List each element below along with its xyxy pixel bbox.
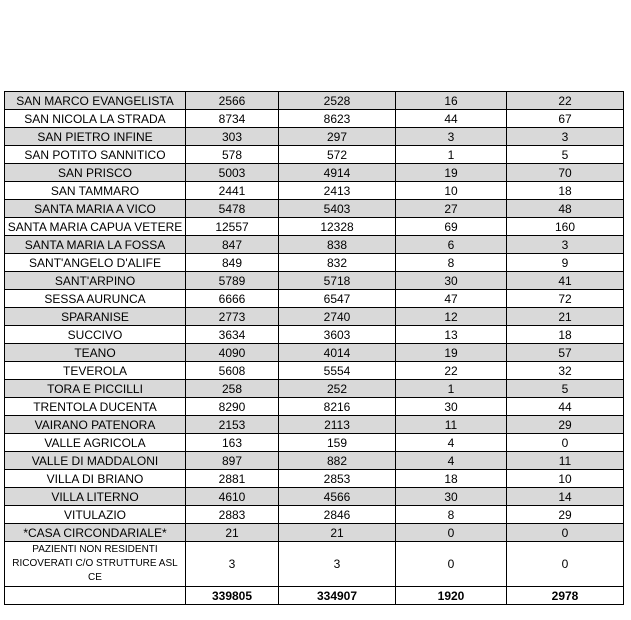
value-cell-4: 32 [507, 362, 624, 380]
value-cell-4: 18 [507, 326, 624, 344]
value-cell-2: 4914 [279, 164, 396, 182]
table-row [5, 182, 624, 200]
municipality-cell: TEVEROLA [5, 362, 186, 380]
table-row [5, 452, 624, 470]
value-cell-1: 4090 [186, 344, 279, 362]
municipality-cell: SANT'ARPINO [5, 272, 186, 290]
value-cell-2: 21 [279, 524, 396, 542]
value-cell-3: 4 [396, 434, 507, 452]
value-cell-1: 5608 [186, 362, 279, 380]
municipality-cell: VILLA DI BRIANO [5, 470, 186, 488]
value-cell-3: 30 [396, 272, 507, 290]
table-row [5, 488, 624, 506]
value-cell-2: 2853 [279, 470, 396, 488]
municipality-cell: SAN PRISCO [5, 164, 186, 182]
value-cell-2: 4014 [279, 344, 396, 362]
table-row [5, 380, 624, 398]
table-row [5, 164, 624, 182]
value-cell-1: 2881 [186, 470, 279, 488]
value-cell-4: 29 [507, 416, 624, 434]
table-row [5, 254, 624, 272]
value-cell-1: 5478 [186, 200, 279, 218]
value-cell-1: 12557 [186, 218, 279, 236]
value-cell-4: 0 [507, 542, 624, 587]
value-cell-4: 3 [507, 128, 624, 146]
municipality-cell: VALLE AGRICOLA [5, 434, 186, 452]
value-cell-1: 4610 [186, 488, 279, 506]
municipality-cell: VAIRANO PATENORA [5, 416, 186, 434]
municipality-cell: SESSA AURUNCA [5, 290, 186, 308]
value-cell-2: 838 [279, 236, 396, 254]
value-cell-3: 19 [396, 164, 507, 182]
table-body [5, 92, 624, 605]
table-row [5, 110, 624, 128]
value-cell-3: 18 [396, 470, 507, 488]
value-cell-2: 5718 [279, 272, 396, 290]
value-cell-3: 1 [396, 380, 507, 398]
value-cell-4: 9 [507, 254, 624, 272]
value-cell-3: 4 [396, 452, 507, 470]
value-cell-3: 16 [396, 92, 507, 110]
municipality-cell: TEANO [5, 344, 186, 362]
value-cell-2: 12328 [279, 218, 396, 236]
value-cell-2: 2413 [279, 182, 396, 200]
municipality-cell: VALLE DI MADDALONI [5, 452, 186, 470]
value-cell-1: 2153 [186, 416, 279, 434]
value-cell-3: 8 [396, 254, 507, 272]
value-cell-2: 252 [279, 380, 396, 398]
municipality-cell: SAN NICOLA LA STRADA [5, 110, 186, 128]
municipality-cell: *CASA CIRCONDARIALE* [5, 524, 186, 542]
value-cell-4: 160 [507, 218, 624, 236]
value-cell-2: 2846 [279, 506, 396, 524]
municipality-cell: TORA E PICCILLI [5, 380, 186, 398]
value-cell-3: 27 [396, 200, 507, 218]
value-cell-3: 69 [396, 218, 507, 236]
value-cell-4: 5 [507, 146, 624, 164]
value-cell-3: 3 [396, 128, 507, 146]
table-row [5, 308, 624, 326]
value-cell-2: 572 [279, 146, 396, 164]
value-cell-1: 258 [186, 380, 279, 398]
value-cell-3: 22 [396, 362, 507, 380]
value-cell-4: 5 [507, 380, 624, 398]
total-value-cell-2: 334907 [279, 587, 396, 605]
table-row [5, 290, 624, 308]
municipality-cell: SUCCIVO [5, 326, 186, 344]
value-cell-1: 21 [186, 524, 279, 542]
value-cell-1: 2566 [186, 92, 279, 110]
totals-row [5, 587, 624, 605]
value-cell-3: 30 [396, 398, 507, 416]
municipality-cell: SPARANISE [5, 308, 186, 326]
table-row [5, 146, 624, 164]
municipality-cell: SANTA MARIA A VICO [5, 200, 186, 218]
value-cell-4: 22 [507, 92, 624, 110]
value-cell-3: 0 [396, 542, 507, 587]
table-row [5, 200, 624, 218]
value-cell-1: 6666 [186, 290, 279, 308]
table-row [5, 344, 624, 362]
municipality-cell: SAN TAMMARO [5, 182, 186, 200]
value-cell-4: 3 [507, 236, 624, 254]
value-cell-2: 3603 [279, 326, 396, 344]
table-row [5, 218, 624, 236]
value-cell-4: 18 [507, 182, 624, 200]
value-cell-1: 3 [186, 542, 279, 587]
value-cell-2: 3 [279, 542, 396, 587]
value-cell-2: 5554 [279, 362, 396, 380]
value-cell-4: 11 [507, 452, 624, 470]
value-cell-2: 8623 [279, 110, 396, 128]
table-row [5, 326, 624, 344]
value-cell-4: 70 [507, 164, 624, 182]
value-cell-2: 882 [279, 452, 396, 470]
data-table [4, 91, 624, 605]
table-row [5, 398, 624, 416]
value-cell-4: 29 [507, 506, 624, 524]
value-cell-1: 2441 [186, 182, 279, 200]
value-cell-3: 30 [396, 488, 507, 506]
table-row [5, 542, 624, 587]
municipality-cell: VILLA LITERNO [5, 488, 186, 506]
value-cell-4: 0 [507, 524, 624, 542]
value-cell-3: 10 [396, 182, 507, 200]
value-cell-3: 13 [396, 326, 507, 344]
table-row [5, 128, 624, 146]
value-cell-1: 5003 [186, 164, 279, 182]
value-cell-2: 6547 [279, 290, 396, 308]
value-cell-1: 847 [186, 236, 279, 254]
value-cell-4: 48 [507, 200, 624, 218]
municipality-cell: SAN POTITO SANNITICO [5, 146, 186, 164]
totals-label-cell [5, 587, 186, 605]
value-cell-1: 8290 [186, 398, 279, 416]
value-cell-3: 12 [396, 308, 507, 326]
table-row [5, 416, 624, 434]
table-row [5, 236, 624, 254]
value-cell-3: 6 [396, 236, 507, 254]
value-cell-1: 849 [186, 254, 279, 272]
value-cell-4: 72 [507, 290, 624, 308]
table-row [5, 92, 624, 110]
value-cell-3: 44 [396, 110, 507, 128]
value-cell-2: 5403 [279, 200, 396, 218]
municipality-cell: SANTA MARIA LA FOSSA [5, 236, 186, 254]
table-row [5, 272, 624, 290]
municipality-cell: SAN MARCO EVANGELISTA [5, 92, 186, 110]
value-cell-1: 3634 [186, 326, 279, 344]
value-cell-1: 303 [186, 128, 279, 146]
value-cell-1: 2773 [186, 308, 279, 326]
table-row [5, 470, 624, 488]
value-cell-3: 19 [396, 344, 507, 362]
value-cell-4: 21 [507, 308, 624, 326]
total-value-cell-4: 2978 [507, 587, 624, 605]
value-cell-4: 57 [507, 344, 624, 362]
value-cell-2: 4566 [279, 488, 396, 506]
municipality-cell: VITULAZIO [5, 506, 186, 524]
value-cell-2: 832 [279, 254, 396, 272]
table-row [5, 362, 624, 380]
value-cell-1: 163 [186, 434, 279, 452]
value-cell-3: 11 [396, 416, 507, 434]
table-row [5, 524, 624, 542]
value-cell-4: 44 [507, 398, 624, 416]
table-row [5, 506, 624, 524]
value-cell-1: 5789 [186, 272, 279, 290]
value-cell-3: 8 [396, 506, 507, 524]
municipality-cell: SANTA MARIA CAPUA VETERE [5, 218, 186, 236]
municipality-cell: SANT'ANGELO D'ALIFE [5, 254, 186, 272]
value-cell-3: 1 [396, 146, 507, 164]
value-cell-3: 0 [396, 524, 507, 542]
municipality-cell: TRENTOLA DUCENTA [5, 398, 186, 416]
value-cell-4: 0 [507, 434, 624, 452]
value-cell-3: 47 [396, 290, 507, 308]
value-cell-1: 897 [186, 452, 279, 470]
municipality-cell: SAN PIETRO INFINE [5, 128, 186, 146]
value-cell-2: 159 [279, 434, 396, 452]
value-cell-2: 2113 [279, 416, 396, 434]
value-cell-2: 8216 [279, 398, 396, 416]
value-cell-4: 14 [507, 488, 624, 506]
value-cell-4: 41 [507, 272, 624, 290]
table-row [5, 434, 624, 452]
value-cell-1: 2883 [186, 506, 279, 524]
value-cell-2: 297 [279, 128, 396, 146]
municipality-cell: PAZIENTI NON RESIDENTI RICOVERATI C/O STRUTTURE ASL CE [5, 542, 186, 587]
value-cell-4: 67 [507, 110, 624, 128]
total-value-cell-1: 339805 [186, 587, 279, 605]
total-value-cell-3: 1920 [396, 587, 507, 605]
value-cell-2: 2740 [279, 308, 396, 326]
value-cell-2: 2528 [279, 92, 396, 110]
value-cell-1: 578 [186, 146, 279, 164]
value-cell-4: 10 [507, 470, 624, 488]
value-cell-1: 8734 [186, 110, 279, 128]
